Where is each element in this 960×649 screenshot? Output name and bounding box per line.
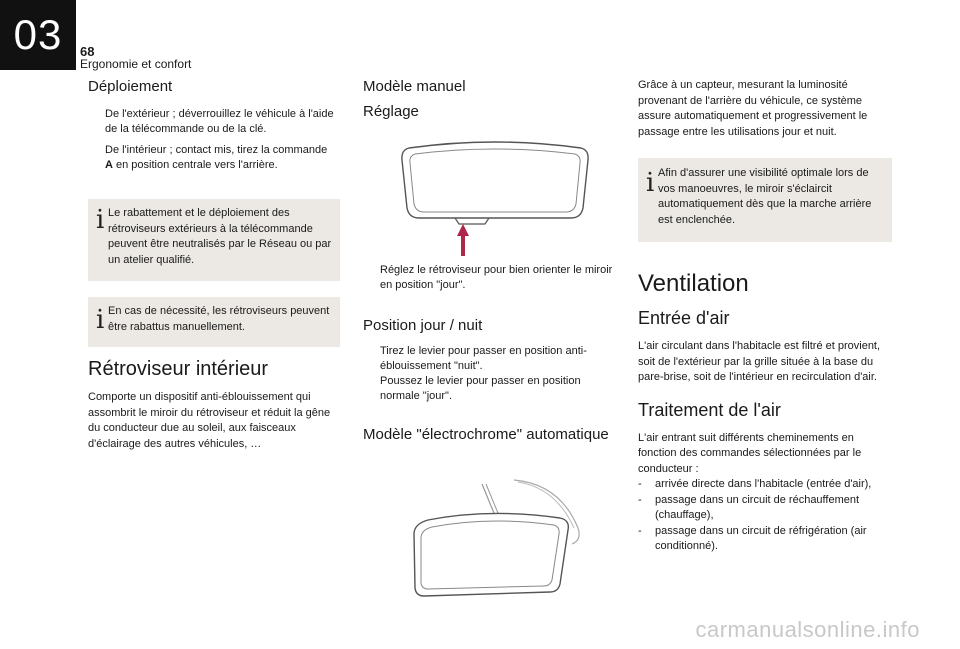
retroviseur-description: Comporte un dispositif anti-éblouissement qui assombrit le miroir du rétroviseur et réduit la gêne du conducteur due au soleil, aux faisceaux d'éclairage des autres véhicules, …: [88, 391, 331, 450]
section-title-retroviseur: Rétroviseur intérieur: [88, 358, 269, 380]
info-box: [638, 158, 892, 242]
bullet-icon: [363, 263, 380, 293]
bullet-icon: [88, 107, 105, 137]
section-title-traitement: Traitement de l'air: [638, 399, 781, 420]
list-item: - arrivée directe dans l'habitacle (entrée d'air),: [638, 478, 872, 490]
chapter-title: Ergonomie et confort: [80, 57, 192, 71]
column-2: [363, 78, 613, 120]
ventilation-section: [638, 270, 892, 555]
info-icon: i: [96, 305, 105, 335]
bullet-item: Tirez le levier pour passer en position anti-éblouissement "nuit".: [363, 344, 613, 374]
column-1: [88, 78, 338, 173]
section-title-manuel: Modèle manuel: [363, 78, 466, 95]
bullet-item: De l'extérieur ; déverrouillez le véhicule à l'aide de la télécommande ou de la clé.: [88, 107, 338, 137]
bullet-icon: [363, 374, 380, 404]
info-icon: i: [646, 168, 655, 198]
traitement-description: L'air entrant suit différents cheminements en fonction des commandes sélectionnées par le conducteur :: [638, 431, 862, 475]
info-icon: i: [96, 205, 105, 235]
lever-arrow-icon: [457, 224, 469, 256]
info-text: Le rabattement et le déploiement des rétroviseurs extérieurs à la télécommande peuvent être neutralisés par le Réseau ou par un atelier qualifié.: [108, 207, 332, 266]
chapter-tab: 03: [0, 0, 76, 70]
bullet-icon: [88, 143, 105, 173]
retroviseur-section: [88, 358, 338, 452]
bullet-item: De l'intérieur ; contact mis, tirez la commande A en position centrale vers l'arrière.: [88, 143, 338, 173]
section-title-position: Position jour / nuit: [363, 317, 483, 334]
page-number: 68: [80, 44, 95, 59]
capteur-description: Grâce à un capteur, mesurant la luminosité provenant de l'arrière du véhicule, ce système assure automatiquement et progressivement le passage entre les utilisations jour et nuit.: [638, 79, 868, 138]
section-title-deploiement: Déploiement: [88, 78, 173, 95]
electrochrome-mirror-illustration: [410, 478, 590, 600]
section-title-ventilation: Ventilation: [638, 270, 749, 297]
bullet-item: Réglez le rétroviseur pour bien orienter le miroir en position "jour".: [363, 263, 613, 293]
info-box: [88, 297, 340, 347]
list-item: - passage dans un circuit de réfrigération (air conditionné).: [638, 524, 867, 552]
list-item: - passage dans un circuit de réchauffement (chauffage),: [638, 493, 860, 521]
section-title-electrochrome: Modèle "électrochrome" automatique: [363, 426, 609, 443]
info-text: Afin d'assurer une visibilité optimale lors de vos manoeuvres, le miroir s'éclaircit automatiquement dès que la marche arrière est enclenchée.: [658, 167, 872, 226]
section-title-reglage: Réglage: [363, 103, 419, 120]
info-text: En cas de nécessité, les rétroviseurs peuvent être rabattus manuellement.: [108, 305, 330, 333]
bullet-item: Poussez le levier pour passer en position normale "jour".: [363, 374, 613, 404]
section-title-entree: Entrée d'air: [638, 308, 730, 328]
column-3: [638, 78, 892, 140]
bullet-icon: [363, 344, 380, 374]
info-box: [88, 199, 340, 281]
reglage-content: [363, 263, 613, 443]
entree-description: L'air circulant dans l'habitacle est filtré et provient, soit de l'extérieur par la grille située à la base du pare-brise, soit de l'intérieur en recirculation d'air.: [638, 340, 881, 383]
manual-mirror-illustration: [395, 138, 595, 258]
watermark: carmanualsonline.info: [695, 617, 920, 642]
